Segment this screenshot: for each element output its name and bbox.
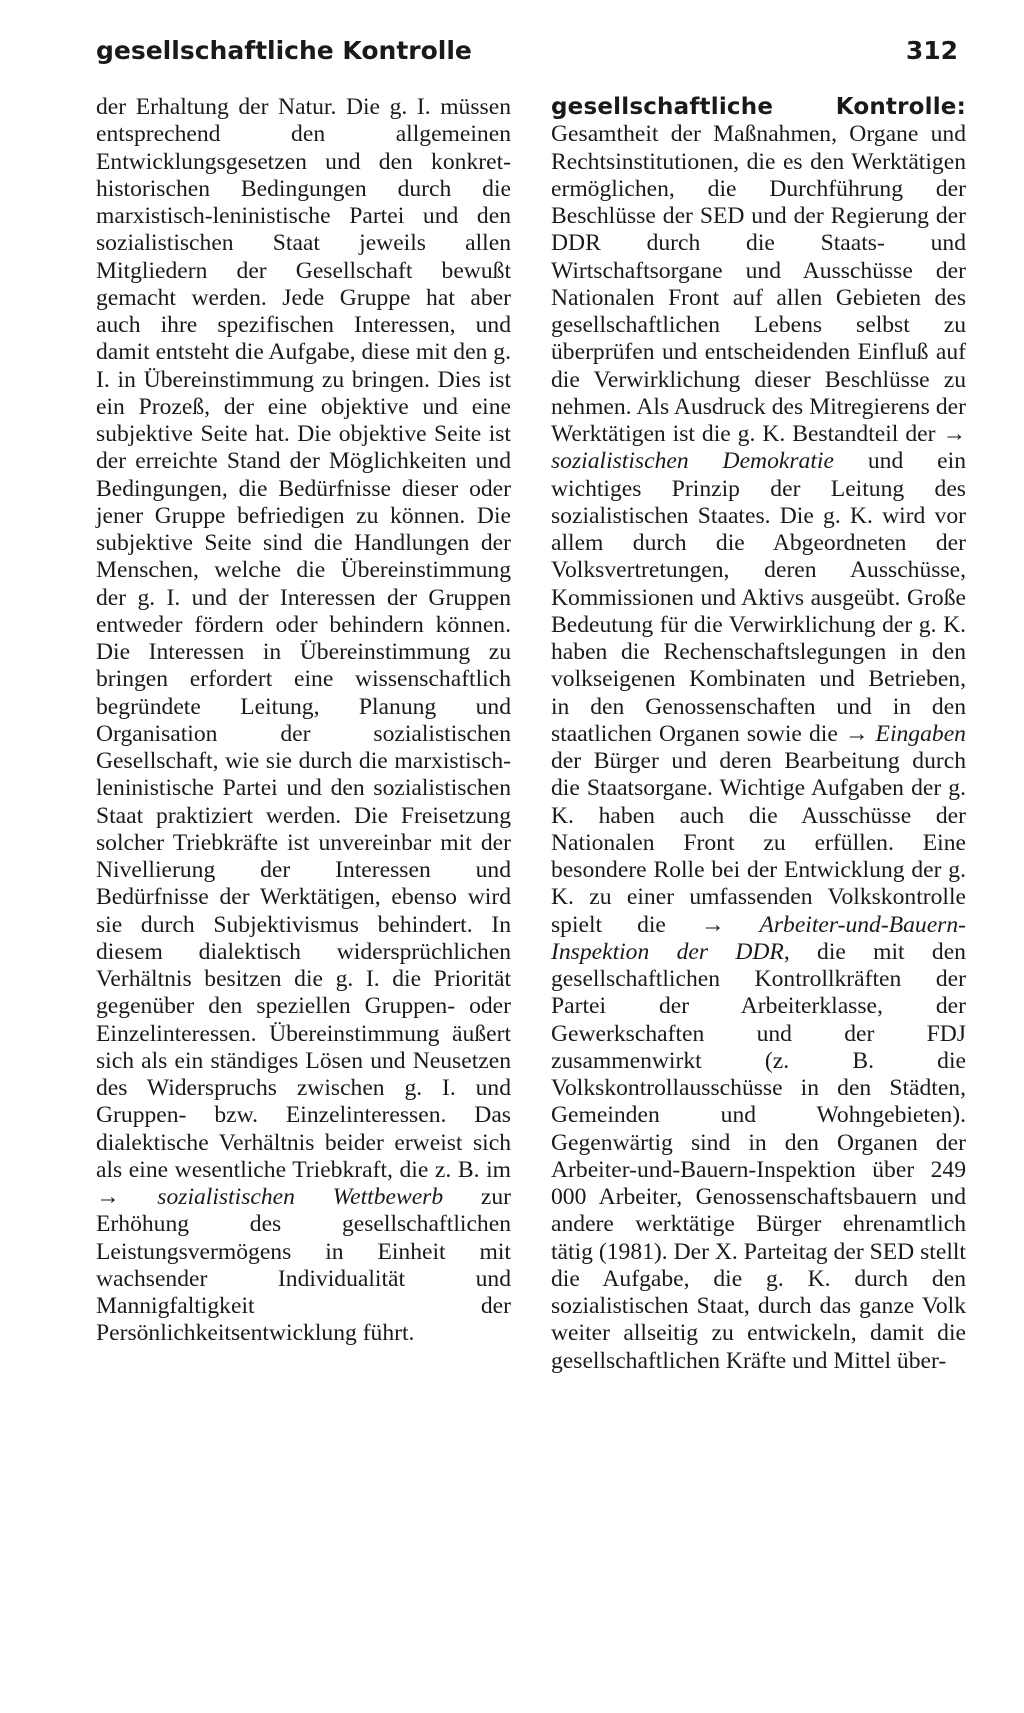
left-column [96,94,511,1348]
entry-text: , die mit den gesellschaftlichen Kontrollkräften der Partei der Arbeiterklasse, der Gewerkschaften und der FDJ zusammenwirkt (z. B. die Volkskontrollausschüsse in den Städten, Gemeinden und Wohngebieten). Gegenwärtig sind in den Organen der Arbeiter-und-Bauern-Inspektion über 249 000 Arbeiter, Genossenschaftsbauern und andere werktätige Bürger ehrenamtlich tätig (1981). Der X. Parteitag der SED stellt die Aufgabe, die g. K. durch den sozialistischen Staat, durch das ganze Volk weiter allseitig zu entwickeln, damit die gesellschaftlichen Kräfte und Mittel über- [551,938,966,1374]
cross-reference-arrow-icon: → [844,720,869,747]
cross-reference-arrow-icon: → [942,421,966,447]
cross-reference-link[interactable]: sozialistischen Wettbewerb [157,1184,444,1210]
entry-headword: gesellschaftliche Kontrolle: [551,94,966,120]
running-head [96,36,958,65]
cross-reference-link[interactable]: Arbeiter-und-Bauern-Inspektion der DDR [551,911,967,965]
entry-text: der Erhaltung der Natur. Die g. I. müssen entsprechend den allgemeinen Entwicklungsgesetzen und den konkret-historischen Bedingungen durch die marxistisch-leninistische Partei und den sozialistischen Staat jeweils allen Mitgliedern der Gesellschaft bewußt gemacht werden. Jede Gruppe hat aber auch ihre spezifischen Interessen, und damit entsteht die Aufgabe, diese mit den g. I. in Übereinstimmung zu bringen. Dies ist ein Prozeß, der eine objektive und eine subjektive Seite hat. Die objektive Seite ist der erreichte Stand der Möglichkeiten und Bedingungen, die Bedürfnisse dieser oder jener Gruppe befriedigen zu können. Die subjektive Seite sind die Handlungen der Menschen, welche die Übereinstimmung der g. I. und der Interessen der Gruppen entweder fördern oder behindern können. Die Interessen in Übereinstimmung zu bringen erfordert eine wissenschaftlich begründete Leitung, Planung und Organisation der sozialistischen Gesellschaft, wie sie durch die marxistisch-leninistische Partei und den sozialistischen Staat praktiziert werden. Die Freisetzung solcher Triebkräfte ist unvereinbar mit der Nivellierung der Interessen und Bedürfnisse der Werktätigen, ebenso wird sie durch Subjektivismus behindert. In diesem dialektisch widersprüchlichen Verhältnis besitzen die g. I. die Priorität gegenüber den speziellen Gruppen- oder Einzelinteressen. Übereinstimmung äußert sich als ein ständiges Lösen und Neusetzen des Widerspruchs zwischen g. I. und Gruppen- bzw. Einzelinteressen. Das dialektische Verhältnis beider erweist sich als eine wesentliche Triebkraft, die z. B. im [96,94,511,1183]
page-number: 312 [905,36,958,65]
entry-text: Gesamtheit der Maßnahmen, Organe und Rechtsinstitutionen, die es den Werktätigen ermöglichen, die Durchführung der Beschlüsse der SED und der Regierung der DDR durch die Staats- und Wirtschaftsorgane und Ausschüsse der Nationalen Front auf allen Gebieten des gesellschaftlichen Lebens selbst zu überprüfen und entscheidenden Einfluß auf die Verwirklichung dieser Beschlüsse zu nehmen. Als Ausdruck des Mitregierens der Werktätigen ist die g. K. Bestandteil der [551,121,966,447]
entry-text: der Bürger und deren Bearbeitung durch die Staatsorgane. Wichtige Aufgaben der g. K. haben auch die Ausschüsse der Nationalen Front zu erfüllen. Eine besondere Rolle bei der Entwicklung der g. K. zu einer umfassenden Volkskontrolle spielt die [551,748,966,938]
cross-reference-link[interactable]: Eingaben [875,720,966,747]
entry-text: zur Erhöhung des gesellschaftlichen Leistungsvermögens in Einheit mit wachsender Individualität und Mannigfaltigkeit der Persönlichkeitsentwicklung führt. [96,1184,511,1347]
cross-reference-arrow-icon: → [700,911,725,938]
entry-text: und ein wichtiges Prinzip der Leitung des sozialistischen Staates. Die g. K. wird vor allem durch die Abgeordneten der Volksvertretungen, deren Ausschüsse, Kommissionen und Aktivs ausgeübt. Große Bedeutung für die Verwirklichung der g. K. haben die Rechenschaftslegungen in den volkseigenen Kombinaten und Betrieben, in den Genossenschaften und in den staatlichen Organen sowie die [551,448,966,747]
cross-reference-link[interactable]: sozialistischen Demokratie [551,448,834,475]
cross-reference-arrow-icon: → [96,1184,120,1210]
running-head-keyword: gesellschaftliche Kontrolle [96,36,472,65]
right-column [551,94,966,1375]
